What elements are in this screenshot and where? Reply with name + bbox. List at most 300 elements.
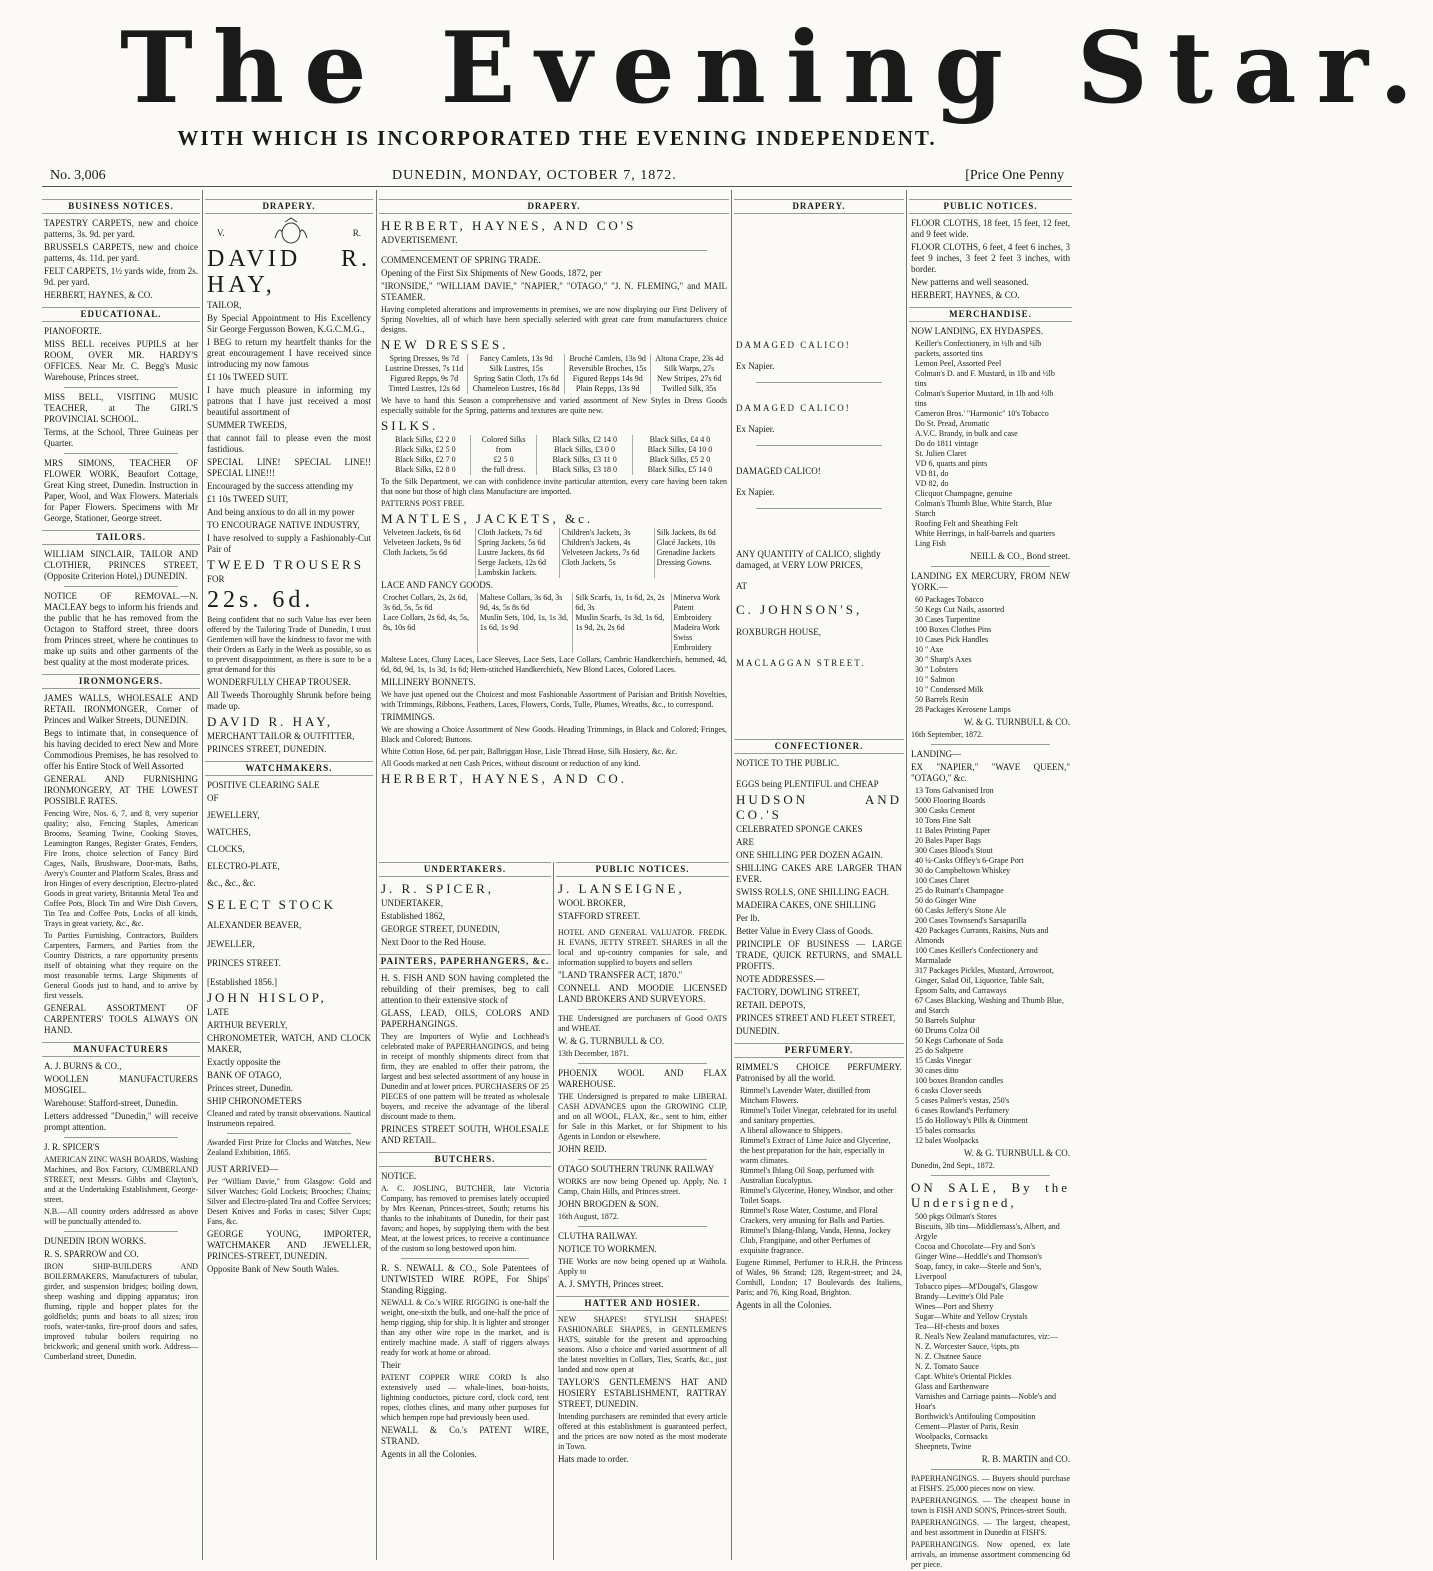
advert-text: DUNEDIN.	[736, 1026, 780, 1036]
advert-text: THE Works are now being opened up at Waihola. Apply to	[558, 1257, 727, 1276]
price-item: Grenadine Jackets	[656, 548, 716, 557]
advert-signature: R. B. MARTIN and CO.	[981, 1454, 1070, 1464]
list-item: 30 Cases Turpentine	[915, 615, 981, 624]
price-item: Children's Jackets, 3s	[561, 528, 631, 537]
list-item: Colman's Superior Mustard, in 1lb and ½lb tins	[915, 389, 1054, 408]
advert-text: FLOOR CLOTHS, 18 feet, 15 feet, 12 feet, and 9 feet wide.	[911, 218, 1070, 239]
advert-text: NOTE ADDRESSES.—	[736, 974, 825, 984]
advert-signature: NEILL & CO., Bond street.	[970, 551, 1070, 561]
advert-signature: W. & G. TURNBULL & CO.	[963, 1148, 1070, 1158]
advert-heading: POSITIVE CLEARING SALE	[207, 780, 320, 790]
advert-text: MISS BELL receives PUPILS at her ROOM, OVER MR. HARDY'S OFFICES. Near Mr. C. Begg's Music Warehouse, Princes street.	[44, 339, 198, 382]
advert-text: R. S. SPARROW and CO.	[44, 1249, 139, 1259]
advert-johnson	[736, 218, 902, 669]
advert-text: ARE	[736, 837, 754, 847]
price-item: Tinted Lustres, 12s 6d	[388, 384, 460, 393]
advert-text: Per lb.	[736, 913, 760, 923]
advert-text: GENERAL AND FURNISHING IRONMONGERY, AT THE LOWEST POSSIBLE RATES.	[44, 774, 198, 806]
advert-text: I BEG to return my heartfelt thanks for the great encouragement I have received since introducing my now famous	[207, 337, 371, 369]
advert-text: N.B.—All country orders addressed as above will be punctually attended to.	[44, 1207, 198, 1226]
advert-text: LATE	[207, 1007, 229, 1017]
royal-arms-icon	[271, 218, 311, 244]
advert-text: FLOOR CLOTHS, 6 feet, 4 feet 6 inches, 3 feet 9 inches, 3 feet 2 feet 3 inches, with border.	[911, 242, 1070, 274]
advert-text: OF	[207, 793, 219, 803]
advert-text: Ex Napier.	[736, 424, 775, 434]
advert-text: GENERAL ASSORTMENT OF CARPENTERS' TOOLS ALWAYS ON HAND.	[44, 1003, 198, 1035]
advert-text: White Cotton Hose, 6d. per pair, Balbriggan Hose, Lisle Thread Hose, Silk Hosiery, &c. &c.	[381, 747, 678, 756]
advert-text: Begs to intimate that, in consequence of his having decided to erect New and More Commodious Premises, he has resolved to offer his Entire Stock of Well Assorted	[44, 728, 198, 771]
list-item: St. Julien Claret	[915, 449, 967, 458]
price-item: Black Silks, £5 14 0	[647, 465, 713, 474]
advert-herbert-haynes	[381, 218, 727, 786]
price-item: Glacé Jackets, 10s	[656, 538, 716, 547]
advert-text: Next Door to the Red House.	[381, 937, 486, 947]
list-item: 317 Packages Pickles, Mustard, Arrowroot, Ginger, Salad Oil, Liquorice, Table Salt, Epsom Salts, and Carraways	[915, 966, 1054, 995]
advert-signature: A. J. SMYTH, Princes street.	[558, 1279, 664, 1289]
advert-heading: CLUTHA RAILWAY.	[558, 1231, 638, 1241]
list-item: Rimmel's Rose Water, Costume, and Floral Crackers, very amusing for Balls and Parties.	[740, 1206, 885, 1225]
column-rule	[202, 190, 203, 1560]
advert-text: SHIP CHRONOMETERS	[207, 1096, 302, 1106]
advert-text: "IRONSIDE," "WILLIAM DAVIE," "NAPIER," "OTAGO," "J. N. FLEMING," and MAIL STEAMER.	[381, 281, 727, 302]
advert-text: SWISS ROLLS, ONE SHILLING EACH.	[736, 887, 889, 897]
price-item: Swiss Embroidery	[673, 633, 712, 652]
list-item: N. Z. Chutnee Sauce	[915, 1352, 982, 1361]
price-table-silks	[381, 435, 727, 475]
advert-text: Dunedin, 2nd Sept., 1872.	[911, 1161, 995, 1170]
advert-text: ANY QUANTITY of CALICO, slightly damaged, at VERY LOW PRICES,	[736, 549, 881, 570]
advert-signature: HERBERT, HAYNES, & CO.	[44, 290, 153, 300]
vr-letter: R.	[352, 228, 361, 238]
column-1	[42, 195, 200, 1555]
list-item: 100 Cases Keiller's Confectionery and Marmalade	[915, 946, 1038, 965]
section-heading: HATTER AND HOSIER.	[556, 1296, 729, 1311]
advert-heading: JOHN HISLOP,	[207, 990, 327, 1005]
list-item: 50 Barrels Resin	[915, 695, 969, 704]
list-item: 300 Cases Blood's Stout	[915, 846, 993, 855]
advert-heading: J. LANSEIGNE,	[558, 881, 685, 896]
advert-text: Opening of the First Six Shipments of New Goods, 1872, per	[381, 268, 602, 278]
advert-text: Hats made to order.	[558, 1454, 629, 1464]
advert-price: 22s. 6d.	[207, 587, 315, 613]
issue-date: DUNEDIN, MONDAY, OCTOBER 7, 1872.	[392, 168, 677, 183]
price-item: Black Silks, £2 2 0	[395, 435, 456, 444]
list-item: Glass and Earthenware	[915, 1382, 989, 1391]
advert-signature: PRINCES STREET SOUTH, WHOLESALE AND RETAIL.	[381, 1124, 549, 1145]
advert-heading: TAYLOR'S GENTLEMEN'S HAT AND HOSIERY ESTABLISHMENT, RATTRAY STREET, DUNEDIN.	[558, 1377, 727, 1409]
mercury-list	[915, 595, 1066, 715]
price-item: Lambskin Jackets.	[477, 568, 537, 577]
section-heading: WATCHMAKERS.	[205, 761, 373, 776]
price-item: Cloth Jackets, 5s 6d	[383, 548, 447, 557]
list-item: 300 Casks Cement	[915, 806, 975, 815]
advert-text: MRS SIMONS, TEACHER OF FLOWER WORK, Beaufort Cottage, Great King street, Dunedin. Instruction in Paper, Wool, and Wax Flowers. Materials for Paper Flowers. Specimens with Mr George, Stationer, George street.	[44, 458, 198, 523]
advert-heading: "LAND TRANSFER ACT, 1870."	[558, 970, 683, 980]
advert-text: FOR	[207, 574, 225, 584]
list-item: Tea—Hf-chests and boxes	[915, 1322, 1000, 1331]
advert-text: Terms, at the School, Three Guineas per Quarter.	[44, 427, 198, 448]
list-item: Colman's Thumb Blue, White Starch, Blue Starch	[915, 499, 1052, 518]
price-item: Lace Collars, 2s 6d, 4s, 5s, 8s, 10s 6d	[383, 613, 469, 632]
napier-list	[915, 786, 1066, 1146]
price-item: Figured Repps 14s 9d	[572, 374, 643, 383]
advert-heading: PIANOFORTE.	[44, 326, 102, 336]
column-2	[205, 195, 373, 1555]
advert-text: Having completed alterations and improvements in premises, we are now displaying our First Delivery of Spring Novelties, all of which have been specially selected with great care from manufacturers choice designs.	[381, 305, 727, 334]
advert-text: 16th September, 1872.	[911, 730, 984, 739]
advert-text: Exactly opposite the	[207, 1057, 281, 1067]
advert-text: CELEBRATED SPONGE CAKES	[736, 824, 863, 834]
list-item: Clicquot Champagne, genuine	[915, 489, 1013, 498]
list-item: 60 Packages Tobacco	[915, 595, 984, 604]
list-item: Rimmel's Extract of Lime Juice and Glycerine, the best preparation for the hair, especially in warm climates.	[740, 1136, 891, 1165]
advert-text: SPECIAL LINE! SPECIAL LINE!! SPECIAL LINE!!!	[207, 457, 371, 478]
advert-text: CHRONOMETER, WATCH, AND CLOCK MAKER,	[207, 1033, 371, 1054]
advert-subheading: MANTLES, JACKETS, &c.	[381, 511, 594, 526]
list-item: 30 " Sharp's Axes	[915, 655, 972, 664]
price-item: Spring Jackets, 5s 6d	[477, 538, 546, 547]
advert-text: CONNELL AND MOODIE LICENSED LAND BROKERS AND SURVEYORS.	[558, 983, 727, 1004]
price-item: Figured Repps, 9s 7d	[390, 374, 459, 383]
advert-heading: JAMES WALLS, WHOLESALE AND RETAIL IRONMONGER, Corner of Princes and Walker Streets, DUNEDIN.	[44, 693, 198, 725]
advert-text: PAPERHANGINGS. — The cheapest house in town is FISH AND SON'S, Princes-street South.	[911, 1496, 1070, 1515]
advert-text: J. R. SPICER'S	[44, 1142, 100, 1152]
list-item: 30 do Campbeltown Whiskey	[915, 866, 1011, 875]
advert-heading: RIMMEL'S CHOICE PERFUMERY. Patronised by all the world.	[736, 1062, 902, 1083]
advert-subheading: LACE AND FANCY GOODS.	[381, 580, 494, 590]
advert-hudson	[736, 758, 902, 1037]
advert-text: MACLAGGAN STREET.	[736, 658, 866, 668]
advert-text: Eugene Rimmel, Perfumer to H.R.H. the Princess of Wales, 96 Strand; 128, Regent-street; and 24, Cornhill, London; 17 Boulevards des Italiens, Paris; and 76, King Road, Brighton.	[736, 1258, 902, 1297]
advert-signature: W. & G. TURNBULL & CO.	[963, 717, 1070, 727]
advert-subheading: SILKS.	[381, 418, 439, 433]
list-item: R. Neal's New Zealand manufactures, viz:—	[915, 1332, 1058, 1341]
advert-text: ROXBURGH HOUSE,	[736, 627, 822, 637]
list-item: Lemon Peel, Assorted Peel	[915, 359, 1002, 368]
advert-text: WILLIAM SINCLAIR, TAILOR AND CLOTHIER, PRINCES STREET, (Opposite Criterion Hotel,) DUNEDIN.	[44, 549, 198, 581]
advert-signature: JOHN REID.	[558, 1144, 607, 1154]
advert-heading: NOTICE.	[381, 1171, 417, 1181]
advert-young	[207, 1164, 371, 1275]
advert-evans	[558, 928, 727, 1290]
advert-text: Better Value in Every Class of Goods.	[736, 926, 874, 936]
price-item: Serge Jackets, 12s 6d	[477, 558, 547, 567]
list-item: Rimmel's Glycerine, Honey, Windsor, and other Toilet Soaps.	[740, 1186, 894, 1205]
advert-text: SHILLING CAKES ARE LARGER THAN EVER.	[736, 863, 902, 884]
hydaspes-list	[915, 339, 1066, 549]
advert-text: Encouraged by the success attending my	[207, 481, 354, 491]
advert-woollen	[44, 1061, 198, 1362]
section-heading: MERCHANDISE.	[909, 307, 1072, 322]
advert-text: AMERICAN ZINC WASH BOARDS, Washing Machines, and Box Factory, CUMBERLAND STREET, next Messrs. Gibbs and Clayton's, and at the Undertaking Establishment, George-street.	[44, 1155, 198, 1204]
advert-heading: C. JOHNSON'S,	[736, 602, 863, 617]
advert-text: All Tweeds Thoroughly Shrunk before being made up.	[207, 690, 371, 711]
list-item: VD 6, quarts and pints	[915, 459, 988, 468]
list-item: 25 do Saltpetre	[915, 1046, 964, 1055]
advert-text: JEWELLERY,	[207, 810, 260, 820]
list-item: Cement—Plaster of Paris, Resin	[915, 1422, 1019, 1431]
advert-text: STAFFORD STREET.	[558, 911, 641, 921]
advert-text: 13th December, 1871.	[558, 1049, 629, 1058]
price-item: Spring Dresses, 9s 7d	[389, 354, 459, 363]
advert-heading: LANDING—	[911, 749, 961, 759]
list-item: N. Z. Tomato Sauce	[915, 1362, 979, 1371]
column-3b	[556, 858, 729, 1558]
advert-text: £1 10s TWEED SUIT,	[207, 494, 289, 504]
price-item: Cloth Jackets, 5s	[561, 558, 616, 567]
advert-hislop	[207, 977, 371, 1158]
advert-text: NEW SHAPES! STYLISH SHAPES! FASHIONABLE SHAPES, in GENTLEMEN'S HATS, suitable for the present and approaching seasons. Also a choice and varied assortment of all the latest novelties in Collars, Ties, Scarfs, &c., just landed and now open at	[558, 1315, 727, 1374]
advert-floorcloths	[911, 218, 1070, 301]
advert-text: Cleaned and rated by transit observations. Nautical Instruments repaired.	[207, 1109, 371, 1128]
price-table-lace	[381, 593, 727, 653]
advert-text: Per "William Davie," from Glasgow: Gold and Silver Watches; Gold Lockets; Brooches; Chains; Silver and Electro-plated Tea and Coffee Services; Desert Knives and Forks in cases; Silver Cups; Fans, &c.	[207, 1177, 371, 1226]
price-item: Silk Lustres, 15s	[489, 364, 543, 373]
price-item: Reversible Broches, 15s	[568, 364, 647, 373]
advert-text: Fencing Wire, Nos. 6, 7, and 8, very superior quality; also, Fencing Staples, American Brooms, Seaming Twine, Cooking Stoves, Leamington Ranges, Register Grates, Fenders, Fire Irons, choice selection of Fancy Bird Cages, Nails, Brushware, Door-mats, Baths, Avery's Counter and Platform Scales, Brass and Iron Hinges of every description, Electro-plated Goods in great variety, Britannia Metal Tea and Coffee Pots, Block Tin and Wire Dish Covers, Tin Tea and Coffee Pots, Locks of all kinds, Trays in great variety, &c., &c.	[44, 809, 198, 928]
advert-text: THE Undersigned is prepared to make LIBERAL CASH ADVANCES upon the GROWING CLIP, and on all WOOL, FLAX, &c., sent to him, either for Sale in this Market, or for Shipment to his Agents in London or elsewhere.	[558, 1092, 727, 1141]
section-heading: CONFECTIONER.	[734, 739, 904, 754]
advert-text: PATENT COPPER WIRE CORD Is also extensively used — whale-lines, boat-hoists, lightning conductors, picture cord, clock cord, tent ropes, clothes clines, and many other purposes for which hempen rope had previously been used.	[381, 1373, 549, 1422]
advert-heading: DUNEDIN IRON WORKS.	[44, 1236, 147, 1246]
list-item: Borthwick's Antifouling Composition	[915, 1412, 1036, 1421]
advert-heading: EX "NAPIER," "WAVE QUEEN," "OTAGO," &c.	[911, 762, 1070, 783]
price-item: Minerva Work	[673, 593, 721, 602]
advert-text: Their	[381, 1360, 401, 1370]
advert-heading: DAMAGED CALICO!	[736, 403, 851, 413]
list-item: 11 Bales Printing Paper	[915, 826, 991, 835]
list-item: 10 Cases Pick Handles	[915, 635, 989, 644]
advert-heading: ON SALE, By the Undersigned,	[911, 1180, 1070, 1210]
list-item: 67 Cases Blacking, Washing and Thumb Blue, and Starch	[915, 996, 1064, 1015]
list-item: Keiller's Confectionery, in ½lb and ¼lb packets, assorted tins	[915, 339, 1042, 358]
column-4	[734, 195, 904, 1555]
advert-text: PATTERNS POST FREE.	[381, 499, 465, 508]
list-item: 6 casks Clover seeds	[915, 1086, 982, 1095]
price-item: Children's Jackets, 4s	[561, 538, 631, 547]
advert-heading: R. S. NEWALL & CO., Sole Patentees of UNTWISTED WIRE ROPE, For Ships' Standing Rigging.	[381, 1263, 549, 1295]
list-item: 50 do Ginger Wine	[915, 896, 977, 905]
price-item: Lustrine Dresses, 7s 11d	[385, 364, 464, 373]
price-item: Maltese Collars, 3s 6d, 3s 9d, 4s, 5s 8s 6d	[479, 593, 563, 612]
advert-text: We have to hand this Season a comprehensive and varied assortment of New Styles in Dress Goods especially suitable for the Spring, patterns and textures are quite new.	[381, 396, 727, 415]
advert-text: NOTICE OF REMOVAL.—N. MACLEAY begs to inform his friends and the public that he has removed from the Octagon to Stafford street, three doors from Princes street, where he continues to make up suits and other garments of the best quality at the most moderate prices.	[44, 591, 198, 667]
price-item: Black Silks, £3 11 0	[552, 455, 617, 464]
price-item: Silk Warps, 27s	[664, 364, 715, 373]
section-heading: PUBLIC NOTICES.	[556, 862, 729, 877]
list-item: A liberal allowance to Shippers.	[740, 1126, 843, 1135]
column-3	[379, 195, 729, 855]
list-item: Colman's D. and F. Mustard, in 1lb and ½lb tins	[915, 369, 1055, 388]
advert-taylor	[558, 1315, 727, 1465]
advert-text: GEORGE STREET, DUNEDIN,	[381, 924, 500, 934]
advert-text: Ex Napier.	[736, 361, 775, 371]
price-item: Black Silks, £2 7 0	[395, 455, 456, 464]
list-item: Wines—Port and Sherry	[915, 1302, 994, 1311]
advert-text: All Goods marked at nett Cash Prices, without discount or reduction of any kind.	[381, 759, 641, 768]
advert-text: IRON SHIP-BUILDERS AND BOILERMAKERS, Manufacturers of tubular, girder, and suspension bridges; boiling down, sheep washing and dipping apparatus; iron fluming, ripple and hopper plates for the goldfields; punts and boats to all sizes; iron roofs, water-tanks, fire-proof doors and safes, improved tubular boilers requiring no brickwork; and general smith work. Address—Cumberland street, Dunedin.	[44, 1262, 198, 1361]
section-heading: PUBLIC NOTICES.	[909, 199, 1072, 214]
advert-text: Ex Napier.	[736, 487, 775, 497]
advert-text: JEWELLER,	[207, 939, 255, 949]
advert-text: £1 10s TWEED SUIT.	[207, 372, 289, 382]
advert-text: SELECT STOCK	[207, 897, 337, 912]
advert-text: WONDERFULLY CHEAP TROUSER.	[207, 677, 352, 687]
advert-text: MISS BELL, VISITING MUSIC TEACHER, at The GIRL'S PROVINCIAL SCHOOL.	[44, 392, 198, 424]
issue-price: [Price One Penny	[965, 168, 1064, 183]
list-item: 50 Kegs Carbonate of Soda	[915, 1036, 1003, 1045]
list-item: Brandy—Levitte's Old Pale	[915, 1292, 1004, 1301]
section-heading: DRAPERY.	[734, 199, 904, 214]
advert-text: To Parties Furnishing, Contractors, Builders Carpenters, Farmers, and Parties from the Country Districts, a rare opportunity presents itself of obtaining what they require on the most reasonable terms. Large Shipments of General Goods just to hand, and to arrive by first vessels.	[44, 931, 198, 1000]
section-heading: PERFUMERY.	[734, 1043, 904, 1058]
price-item: Velveteen Jackets, 9s 6d	[383, 538, 461, 547]
advert-spicer	[381, 881, 549, 948]
section-heading: IRONMONGERS.	[42, 674, 200, 689]
advert-signature: HERBERT, HAYNES, & CO.	[911, 290, 1020, 300]
advert-heading: LANDING EX MERCURY, FROM NEW YORK.—	[911, 571, 1070, 592]
section-heading: TAILORS.	[42, 530, 200, 545]
advert-text: BRUSSELS CARPETS, new and choice patterns, 4s. 11d. per yard.	[44, 242, 198, 263]
advert-heading: GLASS, LEAD, OILS, COLORS AND PAPERHANGINGS.	[381, 1008, 549, 1029]
advert-text: A. J. BURNS & CO.,	[44, 1061, 122, 1071]
advert-text: HOTEL AND GENERAL VALUATOR. FREDK. H. EVANS, JETTY STREET. SHARES in all the local and up-country companies for sale, and information supplied to buyers and sellers	[558, 928, 727, 967]
advert-text: To the Silk Department, we can with confidence invite particular attention, every care having been taken that none but those of high class Manufacture are imported.	[381, 477, 727, 496]
price-item: Patent Embroidery	[673, 603, 712, 622]
list-item: Ling Fish	[915, 539, 946, 548]
list-item: Biscuits, 3lb tins—Middlemass's, Albert, and Argyle	[915, 1222, 1060, 1241]
advert-heading: DAMAGED CALICO!	[736, 466, 821, 476]
list-item: 50 Barrels Sulphur	[915, 1016, 976, 1025]
advert-signature: MERCHANT TAILOR & OUTFITTER,	[207, 731, 355, 741]
advert-text: TAILOR,	[207, 300, 242, 310]
column-rule	[906, 190, 907, 1560]
advert-text: FACTORY, DOWLING STREET,	[736, 987, 860, 997]
price-item: Dressing Gowns.	[656, 558, 712, 567]
advert-text: I have resolved to supply a Fashionably-Cut Pair of	[207, 533, 371, 554]
list-item: Rimmel's Toilet Vinegar, celebrated for its useful and sanitary properties.	[740, 1106, 897, 1125]
list-item: Do do 1811 vintage	[915, 439, 979, 448]
price-item: Plain Repps, 13s 9d	[575, 384, 640, 393]
advert-text: ELECTRO-PLATE,	[207, 861, 280, 871]
advert-text: We have just opened out the Choicest and most Fashionable Assortment of Parisian and British Novelties, with Trimmings, Ribbons, Feathers, Laces, Flowers, Cords, Tulle, Plumes, Wreaths, &c., to correspond.	[381, 690, 727, 709]
advert-signature: PRINCES STREET, DUNEDIN.	[207, 744, 327, 754]
advert-text: EGGS being PLENTIFUL and CHEAP	[736, 779, 879, 789]
advert-text: BANK OF OTAGO,	[207, 1070, 282, 1080]
advert-text: PAPERHANGINGS. Now opened, ex late arrivals, an immense assortment commencing 6d per piece.	[911, 1540, 1070, 1569]
advert-text: PAPERHANGINGS. — Buyers should purchase at FISH'S. 25,000 pieces now on view.	[911, 1474, 1070, 1493]
advert-text: We are showing a Choice Assortment of New Goods. Heading Trimmings, in Black and Colored; Fringes, Black and Colored; Buttons.	[381, 725, 727, 744]
list-item: 10 " Condensed Milk	[915, 685, 984, 694]
advert-text: Intending purchasers are reminded that every article offered at this establishment is guaranteed perfect, and the prices are now noted as the most moderate in Town.	[558, 1412, 727, 1451]
list-item: 60 Casks Jeffery's Stone Ale	[915, 906, 1007, 915]
list-item: Cameron Bros.' "Harmonic" 10's Tobacco	[915, 409, 1049, 418]
advert-text: Agents in all the Colonies.	[381, 1449, 477, 1459]
advert-text: I have much pleasure in informing my patrons that I have just received a most beautiful assortment of	[207, 385, 371, 417]
advert-subheading: NEW DRESSES.	[381, 337, 509, 352]
price-item: New Stripes, 27s 6d	[657, 374, 722, 383]
section-heading: UNDERTAKERS.	[379, 862, 551, 877]
list-item: 10 Tons Fine Salt	[915, 816, 971, 825]
list-item: Cocoa and Chocolate—Fry and Son's	[915, 1242, 1036, 1251]
list-item: 60 Drums Colza Oil	[915, 1026, 980, 1035]
advert-text: MADEIRA CAKES, ONE SHILLING	[736, 900, 876, 910]
advert-text: that cannot fail to please even the most fastidious.	[207, 433, 371, 454]
price-item: the full dress.	[481, 465, 526, 474]
advert-signature: NEWALL & Co.'s PATENT WIRE, STRAND.	[381, 1425, 549, 1446]
advert-heading: HUDSON AND CO.'S	[736, 792, 902, 822]
advert-text: ALEXANDER BEAVER,	[207, 920, 302, 930]
price-item: Black Silks, £5 2 0	[649, 455, 711, 464]
rimmel-list	[740, 1086, 898, 1256]
price-item: Black Silks, £3 18 0	[552, 465, 617, 474]
advert-walls	[44, 693, 198, 1036]
advert-heading: PHOENIX WOOL AND FLAX WAREHOUSE.	[558, 1068, 727, 1089]
list-item: 12 bales Woolpacks	[915, 1136, 979, 1145]
list-item: Ginger Wine—Heddle's and Thomson's	[915, 1252, 1042, 1261]
list-item: 15 do Holloway's Pills & Ointment	[915, 1116, 1028, 1125]
advert-text: RETAIL DEPOTS,	[736, 1000, 806, 1010]
list-item: Do St. Pread, Aromatic	[915, 419, 990, 428]
price-item: Muslin Scarfs, 1s 3d, 1s 6d, 1s 9d, 2s, 2s 6d	[575, 613, 665, 632]
price-item: Lustre Jackets, 8s 6d	[477, 548, 545, 557]
list-item: VD 81, do	[915, 469, 949, 478]
advert-text: [Established 1856.]	[207, 977, 277, 987]
advert-text: Awarded First Prize for Clocks and Watches, New Zealand Exhibition, 1865.	[207, 1138, 371, 1157]
list-item: N. Z. Worcester Sauce, ½pts, pts	[915, 1342, 1020, 1351]
section-heading: MANUFACTURERS	[42, 1042, 200, 1057]
price-table-dresses	[381, 354, 727, 394]
price-table-mantles	[381, 528, 727, 578]
advert-text: They are Importers of Wylie and Lochhead's celebrated make of PAPERHANGINGS, and being in receipt of monthly shipments direct from that firm, they are enabled to offer their patrons, the largest and best selected assortment of any house in Dunedin and at lower prices. PURCHASERS OF 25 PIECES of one pattern will be treated as wholesale buyers, and receive the advantage of the liberal discount made to them.	[381, 1032, 549, 1121]
list-item: Varnishes and Carriage paints—Noble's and Hoar's	[915, 1392, 1056, 1411]
price-item: Black Silks, £4 4 0	[649, 435, 711, 444]
price-item: Madeira Work	[673, 623, 720, 632]
masthead	[0, 0, 1433, 170]
advert-text: ADVERTISEMENT.	[381, 235, 458, 245]
advert-heading: NOW LANDING, EX HYDASPES.	[911, 326, 1044, 336]
advert-rimmel	[736, 1062, 902, 1311]
price-item: Fancy Camlets, 13s 9d	[479, 354, 553, 363]
advert-text: COMMENCEMENT OF SPRING TRADE.	[381, 255, 541, 265]
price-item: Colored Silks	[481, 435, 526, 444]
advert-lanseigne	[558, 881, 727, 922]
list-item: 6 cases Rowland's Perfumery	[915, 1106, 1010, 1115]
vr-letter: V.	[217, 228, 225, 238]
advert-text: By Special Appointment to His Excellency Sir George Fergusson Bowen, K.G.C.M.G.,	[207, 313, 371, 334]
list-item: 420 Packages Currants, Raisins, Nuts and Almonds	[915, 926, 1049, 945]
dateline	[42, 168, 1072, 187]
list-item: 200 Cases Townsend's Sarsaparilla	[915, 916, 1027, 925]
list-item: 15 bales cornsacks	[915, 1126, 975, 1135]
advert-text: NOTICE TO WORKMEN.	[558, 1244, 657, 1254]
advert-text: PRINCES STREET AND FLEET STREET,	[736, 1013, 896, 1023]
advert-sinclair	[44, 549, 198, 668]
list-item: Rimmel's Ihlang-Ihlang, Vanda, Henna, Jockey Club, Frangipane, and other Perfumes of exquisite fragrance.	[740, 1226, 891, 1255]
list-item: 100 Cases Claret	[915, 876, 970, 885]
advert-fish	[381, 973, 549, 1146]
price-item: Spring Satin Cloth, 17s 6d	[473, 374, 559, 383]
price-item: Crochet Collars, 2s, 2s 6d, 3s 6d, 5s, 5s 6d	[383, 593, 468, 612]
advert-hydaspes	[911, 326, 1070, 1570]
advert-text: Princes street, Dunedin.	[207, 1083, 293, 1093]
advert-hay	[207, 218, 371, 755]
price-item: Velveteen Jackets, 7s 6d	[561, 548, 640, 557]
advert-carpets	[44, 218, 198, 301]
advert-text: FELT CARPETS, 1½ yards wide, from 2s. 9d. per yard.	[44, 266, 199, 287]
advert-text: UNDERTAKER,	[381, 898, 443, 908]
advert-text: Letters addressed "Dunedin," will receive prompt attention.	[44, 1111, 198, 1132]
